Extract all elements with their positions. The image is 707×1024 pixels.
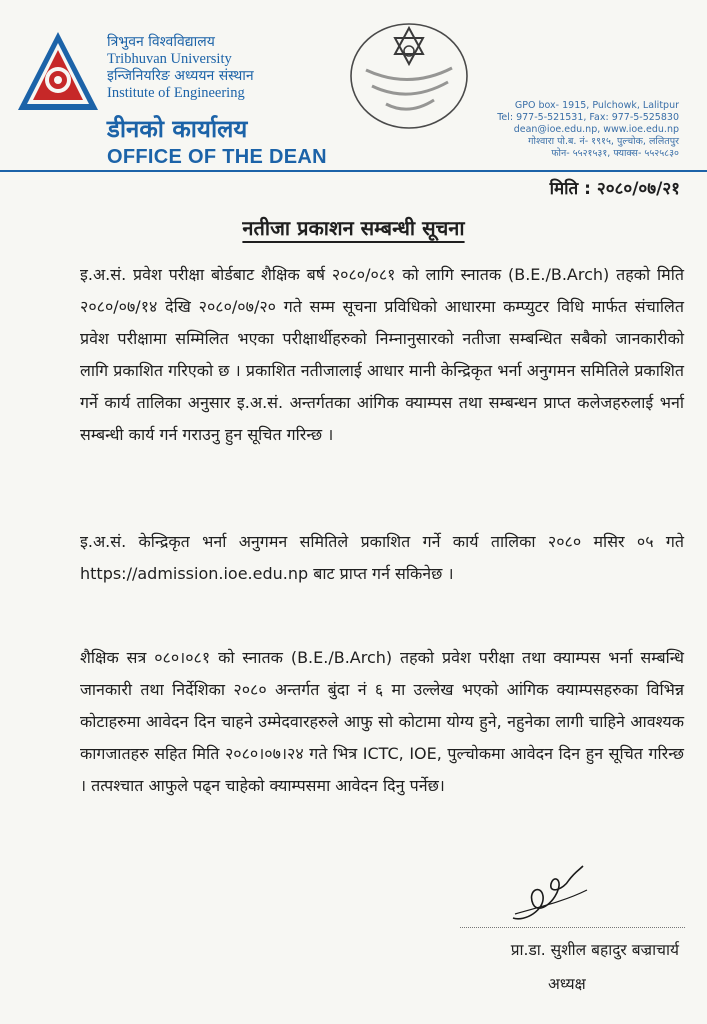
- signatory-title: अध्यक्ष: [548, 975, 586, 993]
- institute-name-nepali: इन्जिनियरिङ अध्ययन संस्थान: [107, 68, 254, 84]
- university-emblem-logo: [16, 30, 100, 114]
- signatory-name: प्रा.डा. सुशील बहादुर बज्राचार्य: [510, 941, 679, 959]
- office-name-nepali: डीनको कार्यालय: [107, 115, 248, 143]
- university-name-block: [107, 34, 254, 102]
- contact-line: dean@ioe.edu.np, www.ioe.edu.np: [513, 124, 679, 135]
- signature-line: [460, 927, 685, 928]
- handwritten-signature: [505, 860, 590, 930]
- contact-line: गोश्वारा पो.ब. नं- १९१५, पुल्चोक, ललितपुर: [528, 136, 679, 147]
- notice-paragraph: इ.अ.सं. केन्द्रिकृत भर्ना अनुगमन समितिले प्रकाशित गर्ने कार्य तालिका २०८० मसिर ०५ गते https://admission.ioe.edu.np बाट प्राप्त गर्न सकिनेछ ।: [80, 532, 684, 583]
- notice-title-wrap: [0, 214, 707, 241]
- contact-details: [497, 100, 679, 160]
- office-name-english: OFFICE OF THE DEAN: [107, 146, 327, 168]
- institute-name-english: Institute of Engineering: [107, 85, 245, 101]
- university-name-english: Tribhuvan University: [107, 51, 232, 67]
- header-divider: [0, 170, 707, 172]
- notice-date: मिति : २०८०/०७/२१: [549, 179, 680, 199]
- notice-paragraph: शैक्षिक सत्र ०८०।०८१ को स्नातक (B.E./B.Arch) तहको प्रवेश परीक्षा तथा क्याम्पस भर्ना सम्बन्धि जानकारी तथा निर्देशिका २०८० अन्तर्गत बुंदा नं ६ मा उल्लेख भएको आंगिक क्याम्पसहरुका विभिन्न कोटाहरुमा आवेदन दिन चाहने उम्मेदवारहरुले आफु सो कोटामा योग्य हुने, नहुनेका लागी चाहिने आवश्यक कागजातहरु सहित मिति २०८०।०७।२४ गते भित्र ICTC, IOE, पुल्चोकमा आवेदन दिन हुन सूचित गरिन्छ । तत्पश्चात आफुले पढ्न चाहेको क्याम्पसमा आवेदन दिनु पर्नेछ।: [80, 648, 684, 795]
- university-name-nepali: त्रिभुवन विश्वविद्यालय: [107, 34, 215, 50]
- exam-board-stamp: [348, 20, 470, 132]
- notice-title: नतीजा प्रकाशन सम्बन्धी सूचना: [242, 216, 465, 240]
- contact-line: फोन- ५५२१५३१, फ्याक्स- ५५२५८३०: [551, 148, 679, 159]
- contact-line: GPO box- 1915, Pulchowk, Lalitpur: [514, 100, 679, 111]
- contact-line: Tel: 977-5-521531, Fax: 977-5-525830: [497, 112, 679, 123]
- notice-paragraph: इ.अ.सं. प्रवेश परीक्षा बोर्डबाट शैक्षिक बर्ष २०८०/०८१ को लागि स्नातक (B.E./B.Arch) तहको मिति २०८०/०७/१४ देखि २०८०/०७/२० गते सम्म सूचना प्रविधिको आधारमा कम्प्युटर विधि मार्फत संचालित प्रवेश परीक्षामा सम्मिलित भएका परीक्षार्थीहरुको निम्नानुसारको नतीजा सम्बन्धित सबैको जानकारीको लागि प्रकाशित गरिएको छ । प्रकाशित नतीजालाई आधार मानी केन्द्रिकृत भर्ना अनुगमन समितिले प्रकाशित गर्ने कार्य तालिका अनुसार इ.अ.सं. अन्तर्गतका आंगिक क्याम्पस तथा सम्बन्धन प्राप्त कलेजहरुलाई भर्ना सम्बन्धी कार्य गर्न गराउनु हुन सूचित गरिन्छ ।: [80, 265, 684, 444]
